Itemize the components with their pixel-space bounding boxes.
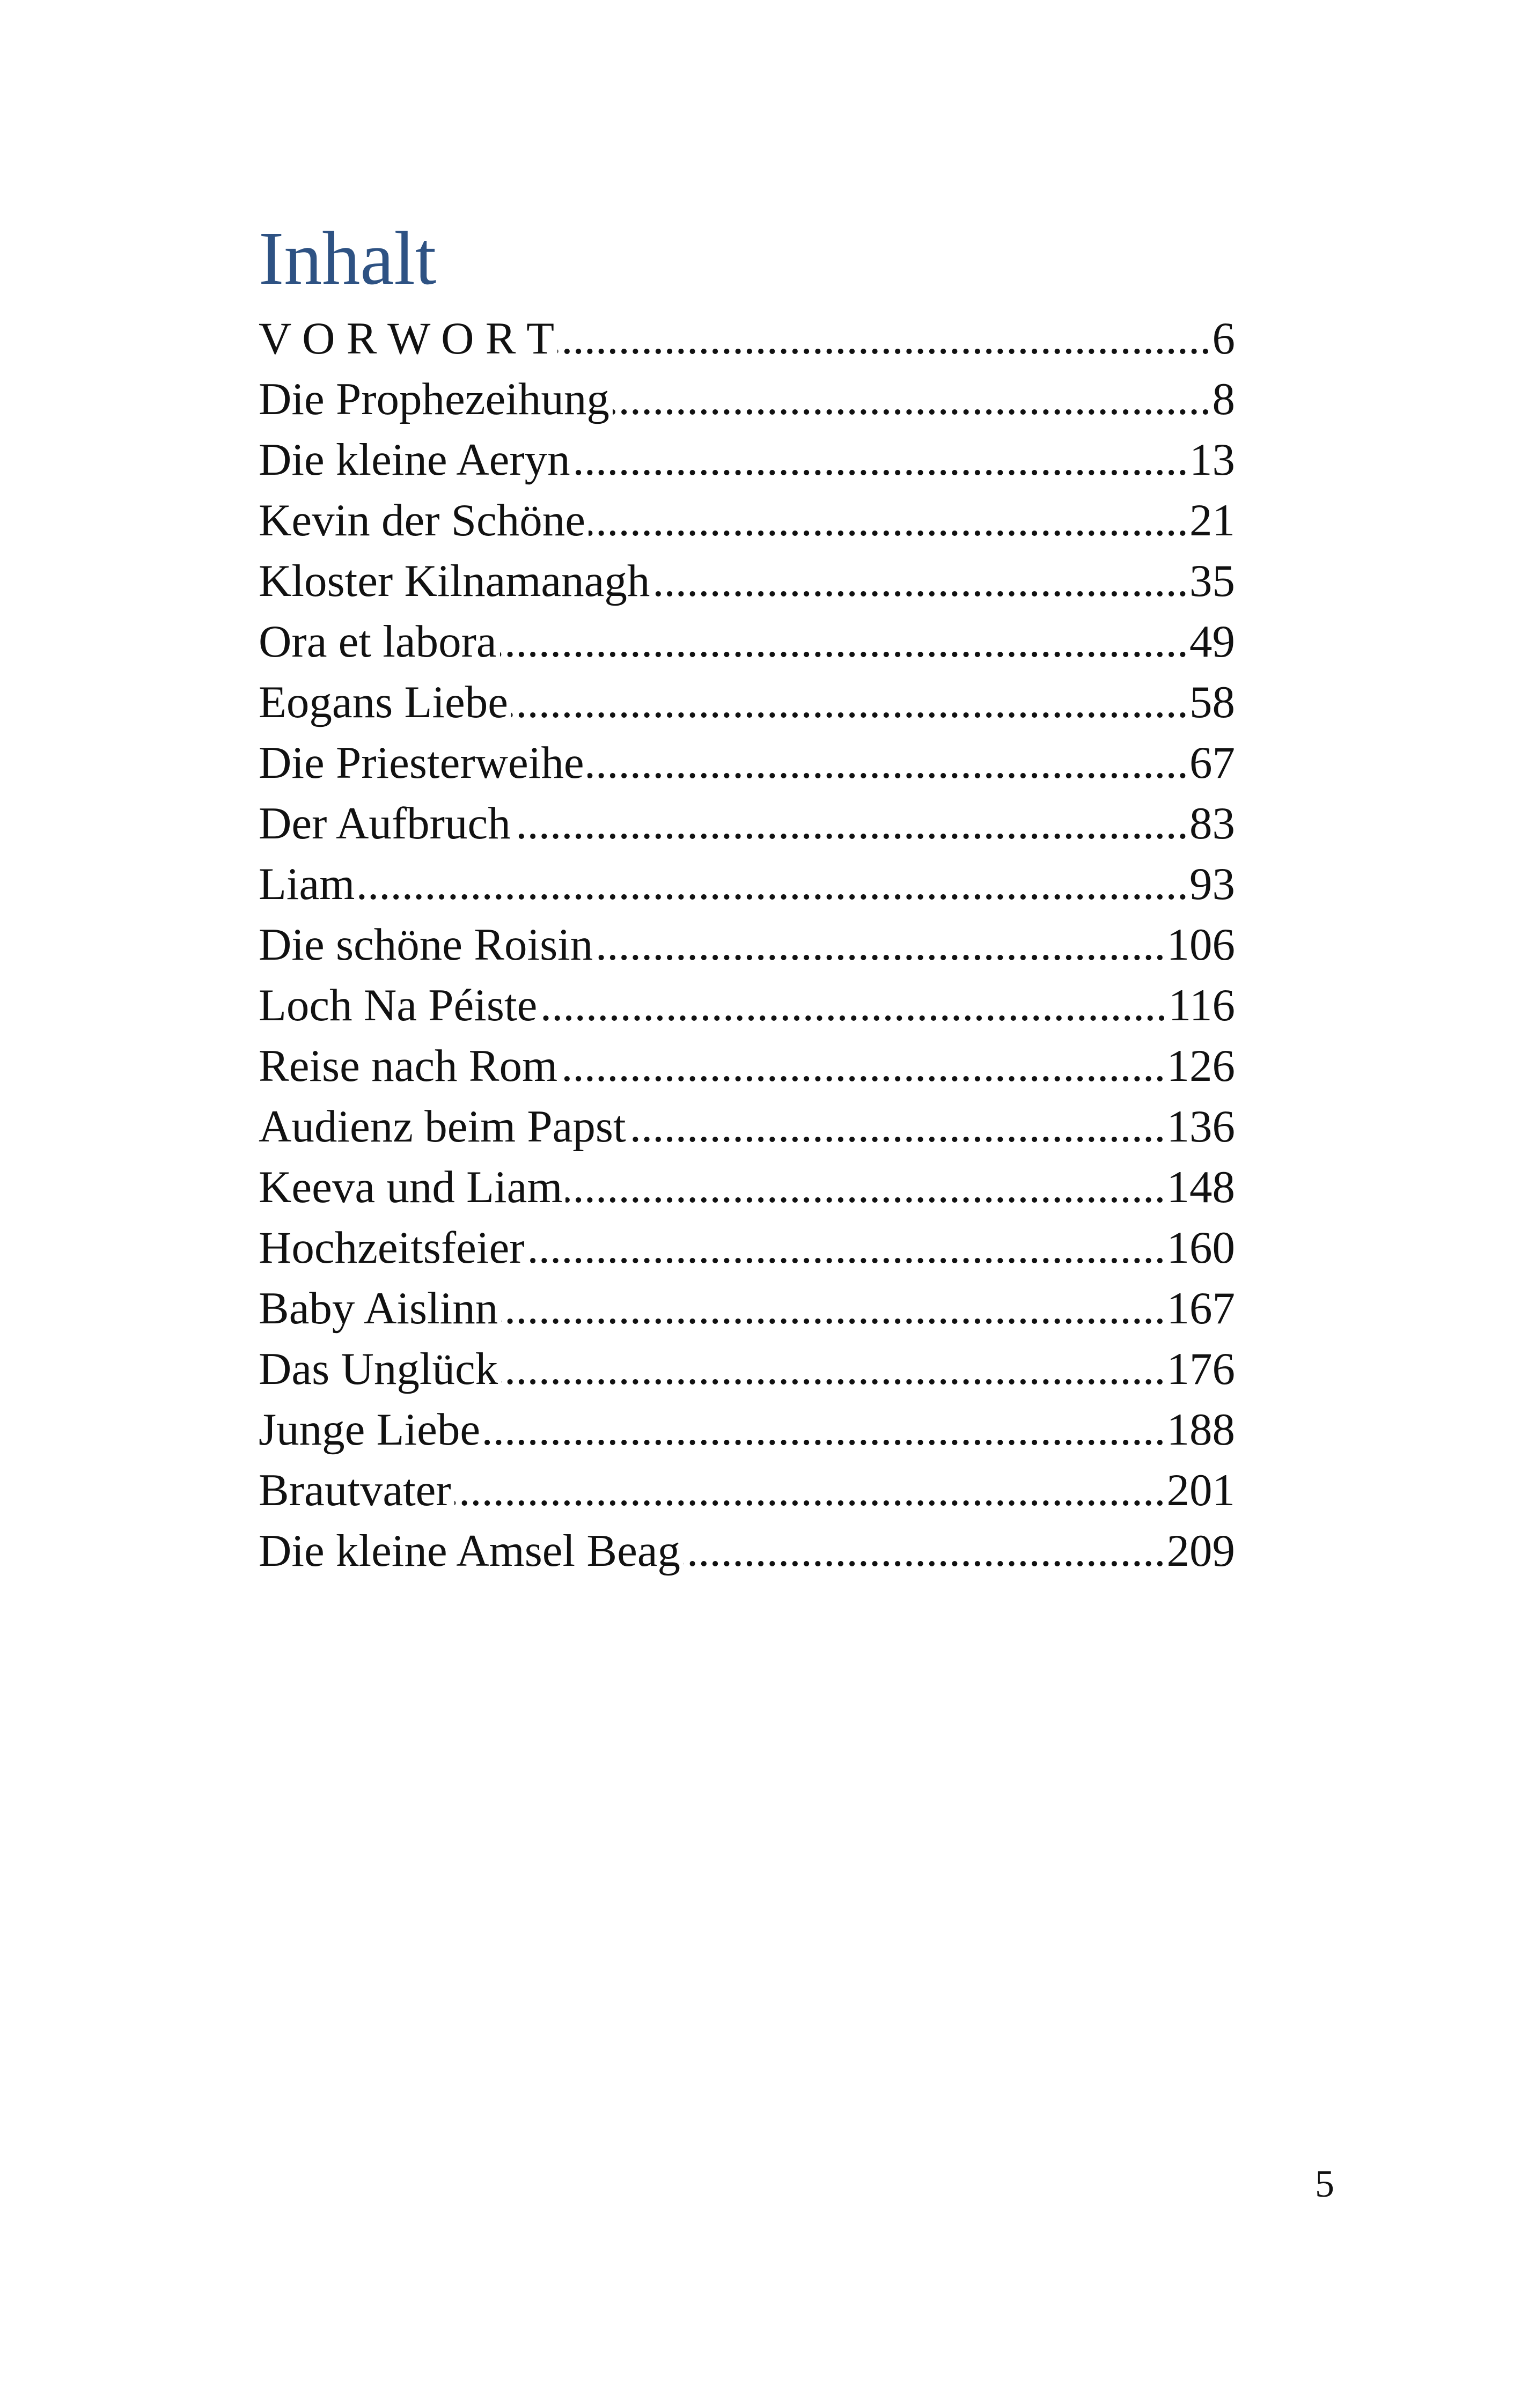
page-number: 5 (1315, 2162, 1334, 2205)
dot-leader (574, 430, 1188, 490)
toc-heading: Inhalt (259, 216, 437, 300)
dot-leader (511, 672, 1188, 733)
toc-entry-page: 160 (1166, 1223, 1235, 1273)
toc-entry-label: Kloster Kilnamanagh (259, 556, 650, 606)
dot-leader (613, 369, 1211, 430)
toc-entry-die-kleine-amsel-beag[interactable] (259, 1521, 1235, 1581)
toc-list (259, 308, 1235, 1581)
toc-entry-page: 167 (1166, 1283, 1235, 1334)
dot-leader (501, 1339, 1165, 1400)
dot-leader (528, 1218, 1166, 1278)
toc-entry-page: 201 (1166, 1465, 1235, 1515)
toc-entry-label: Die Priesterweihe (259, 738, 584, 788)
dot-leader (540, 975, 1167, 1036)
dot-leader (358, 854, 1188, 915)
dot-leader (514, 793, 1188, 854)
toc-entry-page: 136 (1166, 1101, 1235, 1152)
toc-entry-page: 35 (1189, 556, 1235, 606)
toc-entry-page: 13 (1189, 435, 1235, 485)
toc-entry-label: Baby Aislinn (259, 1283, 498, 1334)
toc-entry-page: 6 (1212, 313, 1235, 364)
toc-entry-label: Brautvater (259, 1465, 451, 1515)
toc-entry-page: 116 (1168, 980, 1235, 1030)
toc-entry-label: Liam (259, 859, 355, 909)
toc-entry-hochzeitsfeier[interactable] (259, 1218, 1235, 1278)
dot-leader (653, 551, 1188, 612)
toc-entry-page: 126 (1166, 1041, 1235, 1091)
toc-entry-eogans-liebe[interactable] (259, 672, 1235, 733)
toc-entry-brautvater[interactable] (259, 1460, 1235, 1521)
toc-entry-label: Kevin der Schöne (259, 495, 585, 546)
toc-entry-liam[interactable] (259, 854, 1235, 915)
dot-leader (454, 1460, 1166, 1521)
toc-entry-ora-et-labora[interactable] (259, 612, 1235, 672)
toc-entry-label: V O R W O R T (259, 313, 555, 364)
toc-entry-label: Keeva und Liam (259, 1162, 563, 1212)
toc-entry-label: Junge Liebe (259, 1404, 481, 1455)
dot-leader (483, 1400, 1165, 1460)
toc-entry-label: Der Aufbruch (259, 798, 511, 849)
toc-entry-baby-aislinn[interactable] (259, 1278, 1235, 1339)
toc-entry-reise-nach-rom[interactable] (259, 1036, 1235, 1096)
dot-leader (684, 1521, 1165, 1581)
toc-entry-page: 106 (1166, 919, 1235, 970)
toc-entry-label: Ora et labora (259, 616, 497, 667)
toc-entry-page: 209 (1166, 1526, 1235, 1576)
toc-entry-label: Die kleine Amsel Beag (259, 1526, 681, 1576)
toc-entry-page: 188 (1166, 1404, 1235, 1455)
toc-entry-junge-liebe[interactable] (259, 1400, 1235, 1460)
toc-entry-page: 58 (1189, 677, 1235, 727)
toc-entry-die-priesterweihe[interactable] (259, 733, 1235, 793)
dot-leader (596, 915, 1165, 975)
dot-leader (589, 490, 1188, 551)
toc-entry-die-schoene-roisin[interactable] (259, 915, 1235, 975)
toc-entry-loch-na-peiste[interactable] (259, 975, 1235, 1036)
toc-entry-kloster-kilnamanagh[interactable] (259, 551, 1235, 612)
toc-entry-audienz-beim-papst[interactable] (259, 1096, 1235, 1157)
toc-entry-page: 148 (1166, 1162, 1235, 1212)
toc-entry-page: 49 (1189, 616, 1235, 667)
toc-entry-keeva-und-liam[interactable] (259, 1157, 1235, 1218)
toc-entry-page: 8 (1212, 374, 1235, 424)
dot-leader (561, 1036, 1165, 1096)
toc-entry-page: 21 (1189, 495, 1235, 546)
toc-entry-page: 93 (1189, 859, 1235, 909)
toc-entry-label: Audienz beim Papst (259, 1101, 626, 1152)
toc-entry-label: Das Unglück (259, 1344, 498, 1394)
toc-entry-das-unglueck[interactable] (259, 1339, 1235, 1400)
dot-leader (557, 308, 1211, 369)
toc-entry-die-prophezeihung[interactable] (259, 369, 1235, 430)
toc-entry-die-kleine-aeryn[interactable] (259, 430, 1235, 490)
dot-leader (500, 612, 1188, 672)
dot-leader (501, 1278, 1165, 1339)
toc-entry-label: Die schöne Roisin (259, 919, 593, 970)
toc-entry-vorwort[interactable] (259, 308, 1235, 369)
toc-entry-label: Hochzeitsfeier (259, 1223, 525, 1273)
toc-entry-label: Die Prophezeihung (259, 374, 609, 424)
toc-entry-label: Die kleine Aeryn (259, 435, 570, 485)
toc-entry-page: 67 (1189, 738, 1235, 788)
toc-entry-page: 176 (1166, 1344, 1235, 1394)
toc-entry-kevin-der-schoene[interactable] (259, 490, 1235, 551)
toc-entry-der-aufbruch[interactable] (259, 793, 1235, 854)
toc-entry-label: Eogans Liebe (259, 677, 508, 727)
toc-entry-label: Loch Na Péiste (259, 980, 538, 1030)
dot-leader (629, 1096, 1166, 1157)
dot-leader (587, 733, 1188, 793)
toc-entry-label: Reise nach Rom (259, 1041, 558, 1091)
dot-leader (565, 1157, 1165, 1218)
toc-entry-page: 83 (1189, 798, 1235, 849)
